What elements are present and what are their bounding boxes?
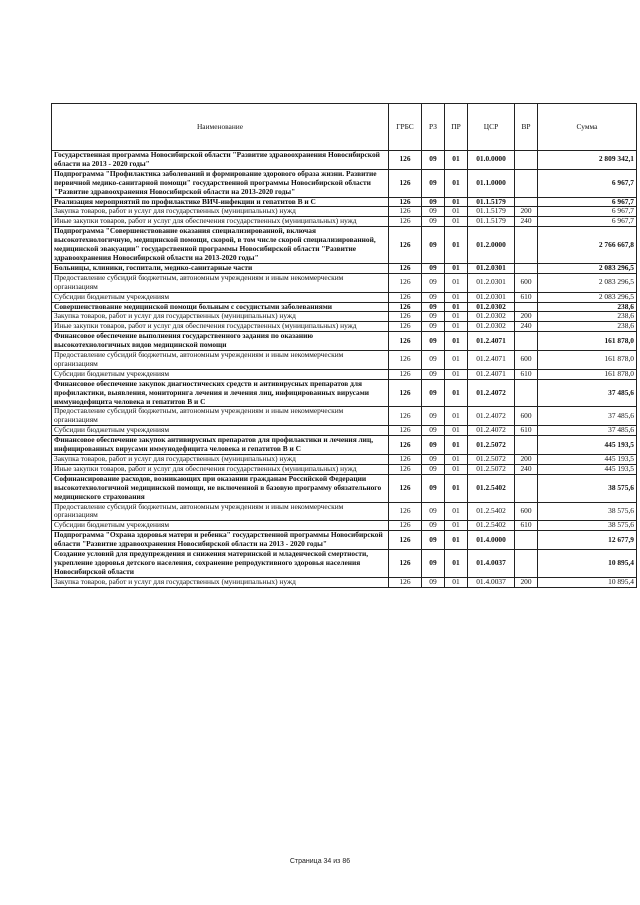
cell-name: Финансовое обеспечение закупок диагностических средств и антивирусных препаратов для профилактики, выявления, мониторинга лечения и лечения лиц, инфицированных вирусами иммунодефицита человека и гепатитов В и С [52, 379, 389, 407]
cell-csr: 01.2.0301 [468, 273, 515, 292]
cell-csr: 01.2.0302 [468, 312, 515, 322]
cell-grbs: 126 [389, 502, 422, 521]
cell-csr: 01.2.5072 [468, 455, 515, 465]
cell-csr: 01.2.5402 [468, 521, 515, 531]
cell-rz: 09 [422, 217, 445, 227]
cell-grbs: 126 [389, 197, 422, 207]
cell-sum: 10 895,4 [538, 550, 637, 578]
budget-table [51, 103, 637, 588]
cell-csr: 01.2.0000 [468, 227, 515, 264]
cell-vr [515, 263, 538, 273]
cell-sum: 12 677,9 [538, 531, 637, 550]
cell-vr [515, 379, 538, 407]
cell-pr: 01 [445, 207, 468, 217]
cell-grbs: 126 [389, 521, 422, 531]
cell-pr: 01 [445, 455, 468, 465]
cell-sum: 161 878,0 [538, 369, 637, 379]
cell-name: Подпрограмма "Совершенствование оказания специализированной, включая высокотехнологичную, медицинской помощи, скорой, в том числе скорой специализированной, медицинской эвакуации" государственной программы Новосибирской области "Развитие здравоохранения Новосибирской области на 2013-2020 годы" [52, 227, 389, 264]
cell-grbs: 126 [389, 322, 422, 332]
cell-pr: 01 [445, 502, 468, 521]
cell-sum: 6 967,7 [538, 207, 637, 217]
cell-vr: 240 [515, 322, 538, 332]
cell-pr: 01 [445, 464, 468, 474]
cell-sum: 38 575,6 [538, 474, 637, 502]
cell-grbs: 126 [389, 455, 422, 465]
cell-rz: 09 [422, 521, 445, 531]
table-row [52, 521, 637, 531]
cell-sum: 10 895,4 [538, 577, 637, 587]
cell-rz: 09 [422, 227, 445, 264]
cell-csr: 01.2.0302 [468, 322, 515, 332]
cell-pr: 01 [445, 169, 468, 197]
cell-grbs: 126 [389, 302, 422, 312]
table-row [52, 577, 637, 587]
cell-vr [515, 474, 538, 502]
cell-csr: 01.2.5072 [468, 436, 515, 455]
cell-grbs: 126 [389, 550, 422, 578]
cell-grbs: 126 [389, 332, 422, 351]
table-row [52, 531, 637, 550]
cell-rz: 09 [422, 436, 445, 455]
cell-name: Субсидии бюджетным учреждениям [52, 521, 389, 531]
cell-vr [515, 169, 538, 197]
cell-sum: 445 193,5 [538, 436, 637, 455]
cell-grbs: 126 [389, 436, 422, 455]
cell-pr: 01 [445, 197, 468, 207]
cell-rz: 09 [422, 502, 445, 521]
cell-grbs: 126 [389, 369, 422, 379]
cell-pr: 01 [445, 550, 468, 578]
cell-sum: 2 083 296,5 [538, 263, 637, 273]
cell-name: Иные закупки товаров, работ и услуг для обеспечения государственных (муниципальных) нужд [52, 464, 389, 474]
cell-sum: 238,6 [538, 312, 637, 322]
cell-vr: 200 [515, 577, 538, 587]
table-row [52, 464, 637, 474]
cell-rz: 09 [422, 273, 445, 292]
cell-pr: 01 [445, 436, 468, 455]
cell-csr: 01.4.0000 [468, 531, 515, 550]
cell-grbs: 126 [389, 217, 422, 227]
cell-pr: 01 [445, 151, 468, 170]
cell-grbs: 126 [389, 207, 422, 217]
cell-pr: 01 [445, 263, 468, 273]
cell-sum: 2 766 667,8 [538, 227, 637, 264]
cell-sum: 445 193,5 [538, 464, 637, 474]
cell-name: Закупка товаров, работ и услуг для государственных (муниципальных) нужд [52, 455, 389, 465]
cell-grbs: 126 [389, 474, 422, 502]
cell-rz: 09 [422, 292, 445, 302]
cell-vr [515, 550, 538, 578]
cell-pr: 01 [445, 474, 468, 502]
header-name: Наименование [52, 104, 389, 151]
cell-rz: 09 [422, 197, 445, 207]
cell-sum: 2 809 342,1 [538, 151, 637, 170]
header-rz: РЗ [422, 104, 445, 151]
cell-rz: 09 [422, 474, 445, 502]
cell-name: Предоставление субсидий бюджетным, автономным учреждениям и иным некоммерческим организациям [52, 407, 389, 426]
cell-grbs: 126 [389, 227, 422, 264]
table-row [52, 273, 637, 292]
cell-pr: 01 [445, 273, 468, 292]
cell-grbs: 126 [389, 577, 422, 587]
cell-name: Финансовое обеспечение закупок антивирусных препаратов для профилактики и лечения лиц, инфицированных вирусами иммунодефицита человека и гепатитов В и С [52, 436, 389, 455]
cell-grbs: 126 [389, 351, 422, 370]
cell-csr: 01.2.4072 [468, 379, 515, 407]
cell-csr: 01.2.0302 [468, 302, 515, 312]
table-row [52, 436, 637, 455]
table-row [52, 322, 637, 332]
cell-csr: 01.2.4071 [468, 351, 515, 370]
cell-pr: 01 [445, 426, 468, 436]
cell-grbs: 126 [389, 169, 422, 197]
cell-grbs: 126 [389, 151, 422, 170]
table-row [52, 502, 637, 521]
cell-rz: 09 [422, 464, 445, 474]
cell-vr: 610 [515, 521, 538, 531]
cell-rz: 09 [422, 322, 445, 332]
table-row [52, 227, 637, 264]
cell-vr: 610 [515, 292, 538, 302]
cell-name: Субсидии бюджетным учреждениям [52, 369, 389, 379]
cell-pr: 01 [445, 332, 468, 351]
table-header-row [52, 104, 637, 151]
cell-rz: 09 [422, 302, 445, 312]
cell-vr: 240 [515, 217, 538, 227]
cell-name: Предоставление субсидий бюджетным, автономным учреждениям и иным некоммерческим организациям [52, 351, 389, 370]
cell-name: Иные закупки товаров, работ и услуг для обеспечения государственных (муниципальных) нужд [52, 322, 389, 332]
cell-grbs: 126 [389, 292, 422, 302]
cell-vr [515, 151, 538, 170]
cell-sum: 38 575,6 [538, 521, 637, 531]
cell-name: Закупка товаров, работ и услуг для государственных (муниципальных) нужд [52, 312, 389, 322]
cell-csr: 01.2.5402 [468, 502, 515, 521]
cell-csr: 01.1.0000 [468, 169, 515, 197]
table-row [52, 379, 637, 407]
cell-vr: 600 [515, 351, 538, 370]
cell-rz: 09 [422, 151, 445, 170]
cell-csr: 01.2.4071 [468, 332, 515, 351]
cell-sum: 161 878,0 [538, 332, 637, 351]
table-row [52, 351, 637, 370]
table-row [52, 151, 637, 170]
cell-vr [515, 332, 538, 351]
cell-grbs: 126 [389, 312, 422, 322]
cell-grbs: 126 [389, 464, 422, 474]
cell-rz: 09 [422, 550, 445, 578]
cell-vr [515, 302, 538, 312]
table-row [52, 263, 637, 273]
cell-pr: 01 [445, 322, 468, 332]
cell-vr: 200 [515, 207, 538, 217]
cell-name: Субсидии бюджетным учреждениям [52, 292, 389, 302]
cell-rz: 09 [422, 369, 445, 379]
cell-csr: 01.2.0301 [468, 292, 515, 302]
cell-rz: 09 [422, 263, 445, 273]
cell-grbs: 126 [389, 407, 422, 426]
header-grbs: ГРБС [389, 104, 422, 151]
cell-vr: 600 [515, 407, 538, 426]
cell-csr: 01.0.0000 [468, 151, 515, 170]
cell-rz: 09 [422, 455, 445, 465]
cell-rz: 09 [422, 207, 445, 217]
cell-csr: 01.2.4071 [468, 369, 515, 379]
cell-vr: 240 [515, 464, 538, 474]
cell-csr: 01.2.0301 [468, 263, 515, 273]
table-row [52, 407, 637, 426]
cell-grbs: 126 [389, 531, 422, 550]
cell-grbs: 126 [389, 379, 422, 407]
table-row [52, 312, 637, 322]
cell-vr: 610 [515, 369, 538, 379]
page-number: Страница 34 из 86 [289, 858, 351, 865]
cell-pr: 01 [445, 521, 468, 531]
cell-pr: 01 [445, 302, 468, 312]
table-body [52, 151, 637, 588]
cell-rz: 09 [422, 426, 445, 436]
table-row [52, 207, 637, 217]
cell-rz: 09 [422, 332, 445, 351]
cell-sum: 2 083 296,5 [538, 292, 637, 302]
cell-sum: 238,6 [538, 302, 637, 312]
cell-pr: 01 [445, 407, 468, 426]
cell-pr: 01 [445, 351, 468, 370]
cell-grbs: 126 [389, 426, 422, 436]
cell-name: Государственная программа Новосибирской области "Развитие здравоохранения Новосибирской области на 2013 - 2020 годы" [52, 151, 389, 170]
cell-csr: 01.1.5179 [468, 207, 515, 217]
cell-pr: 01 [445, 379, 468, 407]
cell-csr: 01.4.0037 [468, 577, 515, 587]
cell-sum: 38 575,6 [538, 502, 637, 521]
cell-vr: 200 [515, 455, 538, 465]
cell-csr: 01.2.4072 [468, 407, 515, 426]
table-row [52, 302, 637, 312]
cell-name: Закупка товаров, работ и услуг для государственных (муниципальных) нужд [52, 577, 389, 587]
cell-name: Реализация мероприятий по профилактике ВИЧ-инфекции и гепатитов В и С [52, 197, 389, 207]
table-row [52, 455, 637, 465]
cell-csr: 01.1.5179 [468, 217, 515, 227]
cell-name: Подпрограмма "Профилактика заболеваний и формирование здорового образа жизни. Развитие первичной медико-санитарной помощи" государственной программы Новосибирской области "Развитие здравоохранения Новосибирской области на 2013-2020 годы" [52, 169, 389, 197]
table-row [52, 197, 637, 207]
cell-pr: 01 [445, 369, 468, 379]
cell-csr: 01.2.5402 [468, 474, 515, 502]
cell-sum: 37 485,6 [538, 379, 637, 407]
cell-name: Предоставление субсидий бюджетным, автономным учреждениям и иным некоммерческим организациям [52, 502, 389, 521]
cell-sum: 6 967,7 [538, 217, 637, 227]
cell-name: Финансовое обеспечение выполнения государственного задания по оказанию высокотехнологичных видов медицинской помощи [52, 332, 389, 351]
cell-sum: 37 485,6 [538, 407, 637, 426]
table-row [52, 550, 637, 578]
cell-grbs: 126 [389, 263, 422, 273]
table-row [52, 217, 637, 227]
cell-name: Создание условий для предупреждения и снижения материнской и младенческой смертности, укрепление здоровья детского населения, сохранение репродуктивного здоровья населения Новосибирской области [52, 550, 389, 578]
cell-rz: 09 [422, 169, 445, 197]
cell-name: Иные закупки товаров, работ и услуг для обеспечения государственных (муниципальных) нужд [52, 217, 389, 227]
cell-pr: 01 [445, 227, 468, 264]
cell-sum: 161 878,0 [538, 351, 637, 370]
cell-rz: 09 [422, 351, 445, 370]
header-pr: ПР [445, 104, 468, 151]
cell-vr [515, 227, 538, 264]
cell-csr: 01.1.5179 [468, 197, 515, 207]
cell-vr [515, 197, 538, 207]
cell-name: Софинансирование расходов, возникающих при оказании гражданам Российской Федерации высокотехнологичной медицинской помощи, не включенной в базовую программу обязательного медицинского страхования [52, 474, 389, 502]
header-sum: Сумма [538, 104, 637, 151]
cell-vr: 610 [515, 426, 538, 436]
cell-name: Совершенствование медицинской помощи больным с сосудистыми заболеваниями [52, 302, 389, 312]
cell-csr: 01.2.4072 [468, 426, 515, 436]
cell-pr: 01 [445, 531, 468, 550]
cell-sum: 6 967,7 [538, 169, 637, 197]
header-vr: ВР [515, 104, 538, 151]
table-row [52, 169, 637, 197]
cell-name: Закупка товаров, работ и услуг для государственных (муниципальных) нужд [52, 207, 389, 217]
cell-pr: 01 [445, 312, 468, 322]
cell-name: Предоставление субсидий бюджетным, автономным учреждениям и иным некоммерческим организациям [52, 273, 389, 292]
table-row [52, 369, 637, 379]
table-row [52, 332, 637, 351]
cell-grbs: 126 [389, 273, 422, 292]
cell-name: Больницы, клиники, госпитали, медико-санитарные части [52, 263, 389, 273]
cell-rz: 09 [422, 379, 445, 407]
cell-vr: 600 [515, 502, 538, 521]
cell-sum: 238,6 [538, 322, 637, 332]
cell-sum: 2 083 296,5 [538, 273, 637, 292]
table-row [52, 292, 637, 302]
cell-csr: 01.2.5072 [468, 464, 515, 474]
cell-rz: 09 [422, 577, 445, 587]
cell-rz: 09 [422, 531, 445, 550]
cell-vr [515, 436, 538, 455]
cell-pr: 01 [445, 577, 468, 587]
cell-csr: 01.4.0037 [468, 550, 515, 578]
cell-pr: 01 [445, 217, 468, 227]
cell-pr: 01 [445, 292, 468, 302]
cell-sum: 37 485,6 [538, 426, 637, 436]
table-row [52, 474, 637, 502]
cell-vr [515, 531, 538, 550]
cell-rz: 09 [422, 312, 445, 322]
cell-vr: 200 [515, 312, 538, 322]
cell-name: Субсидии бюджетным учреждениям [52, 426, 389, 436]
cell-name: Подпрограмма "Охрана здоровья матери и ребенка" государственной программы Новосибирской области "Развитие здравоохранения Новосибирской области на 2013 - 2020 годы" [52, 531, 389, 550]
cell-sum: 445 193,5 [538, 455, 637, 465]
table-row [52, 426, 637, 436]
header-csr: ЦСР [468, 104, 515, 151]
cell-vr: 600 [515, 273, 538, 292]
cell-sum: 6 967,7 [538, 197, 637, 207]
cell-rz: 09 [422, 407, 445, 426]
